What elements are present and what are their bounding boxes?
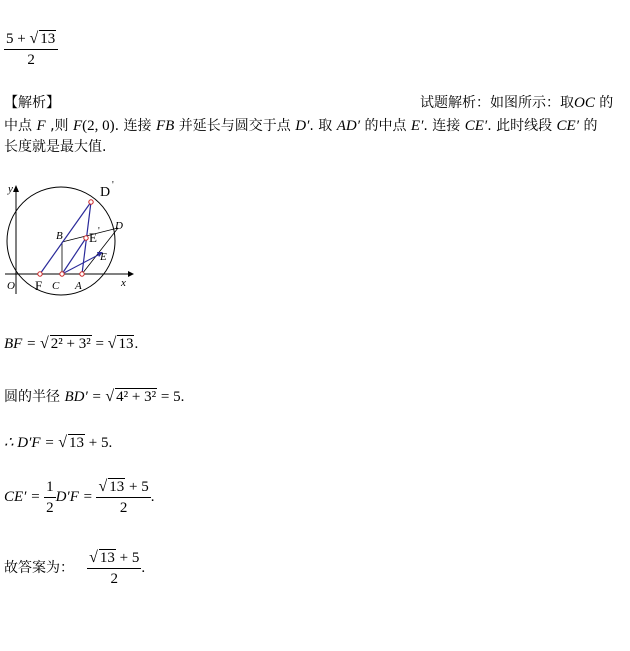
label-eprime-mark: ' [98, 226, 100, 237]
final-answer: 故答案为： $\frac{√ 13 + 5}{2}$ . [4, 549, 146, 587]
equation-ce-prime: CE′ = $\frac{1}{2}$ D′F = $\frac{√ 13 + 5}{2}$ . [4, 478, 155, 516]
geometry-figure [0, 176, 140, 301]
label-o: O [7, 280, 15, 292]
label-y: y [8, 183, 13, 195]
label-f: F [35, 278, 43, 293]
point-eprime [84, 236, 88, 240]
point-dprime [89, 200, 93, 204]
label-d: D [115, 220, 123, 232]
label-eprime: E [89, 230, 97, 245]
label-x: x [121, 277, 126, 289]
label-e: E [100, 251, 107, 263]
equation-radius: 圆的半径 BD′ = √ 4² + 3² = 5. [4, 388, 185, 405]
label-dprime: D [100, 185, 111, 200]
label-b: B [56, 230, 63, 242]
y-axis-arrow [13, 185, 19, 192]
label-dprime-mark: ' [112, 180, 114, 191]
line-c-e [62, 254, 100, 274]
point-a [80, 272, 84, 276]
label-a: A [75, 280, 82, 292]
top-answer-fraction: $\frac{5 + √ 13}{2}$ [4, 30, 58, 69]
label-c: C [52, 280, 60, 292]
analysis-line-2: 中点 F ,则 F(2, 0). 连接 FB 并延长与圆交于点 D′. 取 AD′ 的中点 E′. 连接 CE′. 此时线段 CE′ 的 [4, 118, 598, 134]
equation-dprime-f: ∴ D′F = √ 13 + 5. [4, 434, 113, 451]
section-heading: 【解析】 [4, 95, 60, 111]
point-c [60, 272, 64, 276]
analysis-line-3: 长度就是最大值. [4, 139, 107, 155]
x-axis-arrow [128, 271, 134, 277]
point-f [38, 272, 42, 276]
equation-bf: BF = √ 2² + 3² = √ 13. [4, 335, 139, 352]
analysis-intro: 试题解析：如图所示：取OC 的 [420, 95, 614, 111]
